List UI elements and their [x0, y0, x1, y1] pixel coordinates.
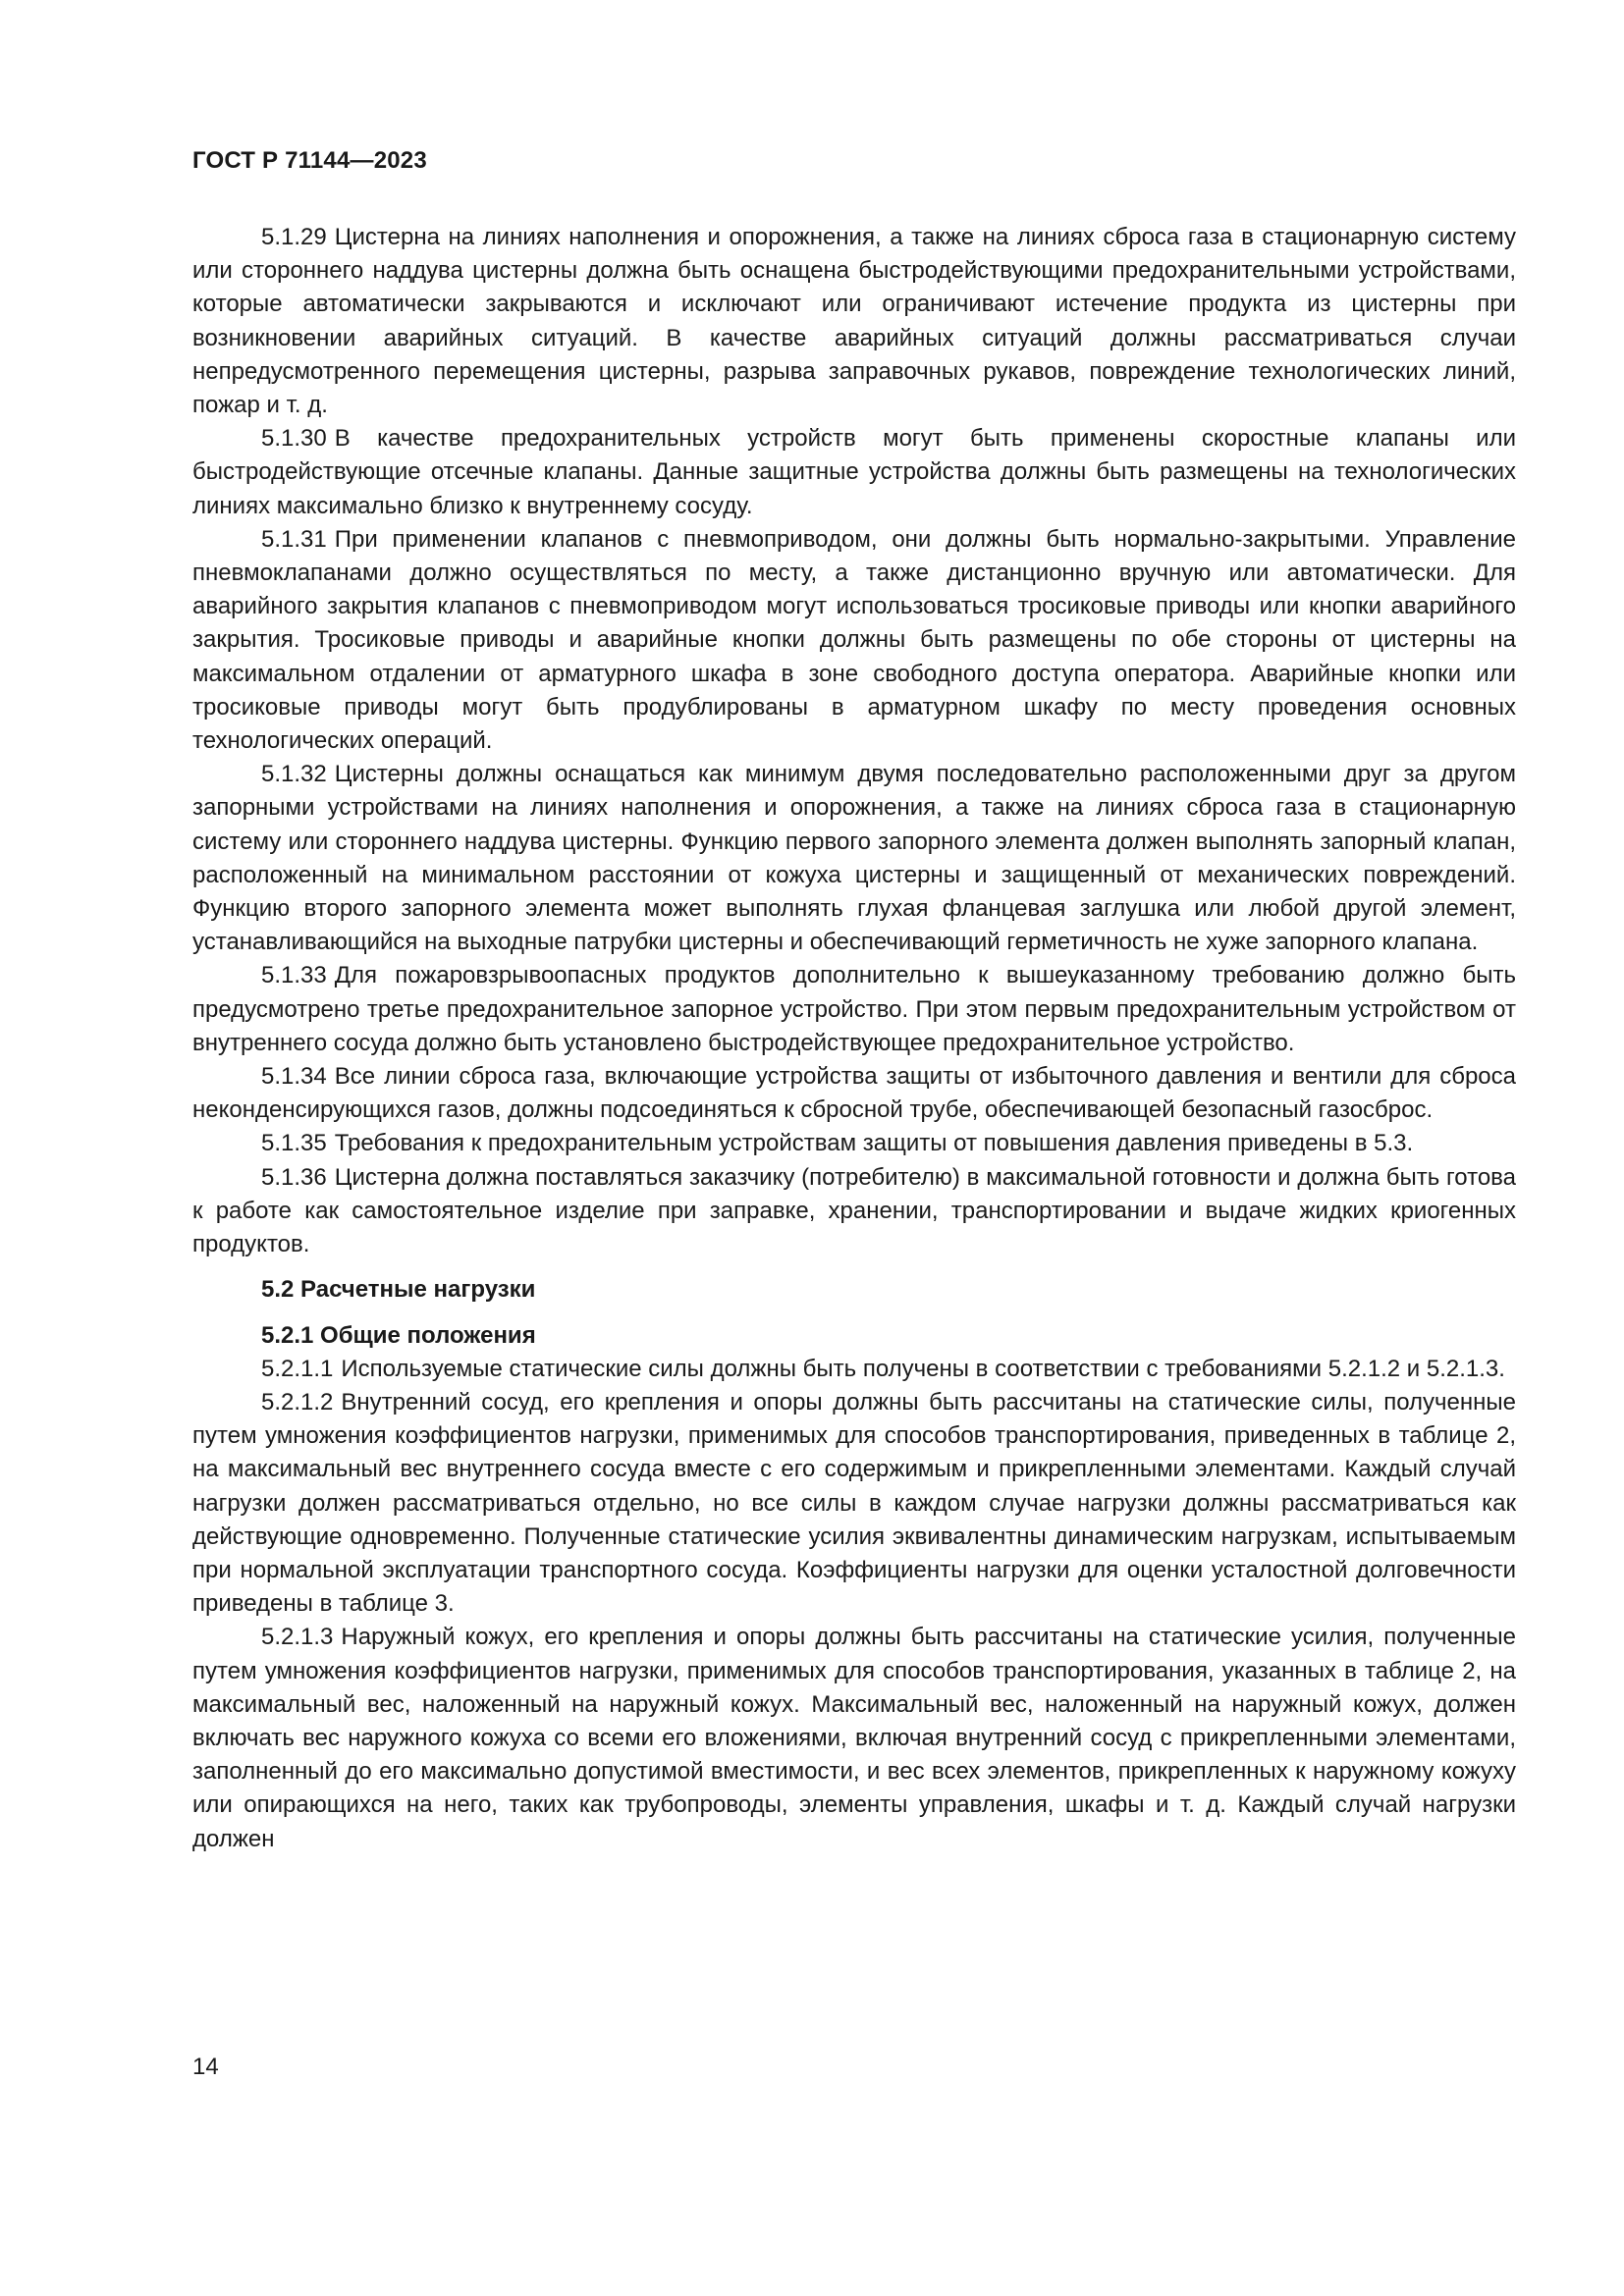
standard-header: ГОСТ Р 71144—2023	[192, 147, 427, 174]
clause-number: 5.1.36	[261, 1163, 327, 1191]
document-body	[192, 221, 1516, 1856]
paragraph-5-2-1-2	[192, 1386, 1516, 1621]
paragraph-5-1-29	[192, 221, 1516, 422]
clause-number: 5.2.1.3	[261, 1624, 334, 1651]
section-heading: 5.2 Расчетные нагрузки	[261, 1276, 536, 1304]
clause-text: Цистерна должна поставляться заказчику (потребителю) в максимальной готовности и должна быть готова к работе как самостоятельное изделие при заправке, хранении, транспортировании и выдаче жидких криогенных продуктов.	[192, 1163, 1516, 1258]
paragraph-5-1-32	[192, 758, 1516, 959]
page-number: 14	[192, 2054, 219, 2080]
clause-number: 5.1.30	[261, 425, 327, 453]
clause-text: Используемые статические силы должны быть получены в соответствии с требованиями 5.2.1.2 и 5.2.1.3.	[341, 1355, 1505, 1382]
clause-text: Внутренний сосуд, его крепления и опоры должны быть рассчитаны на статические силы, полученные путем умножения коэффициентов нагрузки, применимых для способов транспортирования, приведенных в таблице 2, на максимальный вес внутреннего сосуда вместе с его содержимым и прикрепленными элементами. Каждый случай нагрузки должен рассматриваться отдельно, но все силы в каждом случае нагрузки должны рассматриваться как действующие одновременно. Полученные статические усилия эквивалентны динамическим нагрузкам, испытываемым при нормальной эксплуатации транспортного сосуда. Коэффициенты нагрузки для оценки усталостной долговечности приведены в таблице 3.	[192, 1388, 1516, 1618]
clause-number: 5.1.31	[261, 525, 327, 553]
clause-number: 5.2.1.1	[261, 1355, 334, 1382]
clause-text: При применении клапанов с пневмоприводом, они должны быть нормально-закрытыми. Управление пневмоклапанами должно осуществляться по месту, а также дистанционно вручную или автоматически. Для аварийного закрытия клапанов с пневмоприводом могут использоваться тросиковые приводы или кнопки аварийного закрытия. Тросиковые приводы и аварийные кнопки должны быть размещены по обе стороны от цистерны на максимальном отдалении от арматурного шкафа в зоне свободного доступа оператора. Аварийные кнопки или тросиковые приводы могут быть продублированы в арматурном шкафу по месту проведения основных технологических операций.	[192, 525, 1516, 755]
clause-text: Цистерна на линиях наполнения и опорожнения, а также на линиях сброса газа в стационарную систему или стороннего наддува цистерны должна быть оснащена быстродействующими предохранительными устройствами, которые автоматически закрываются и исключают или ограничивают истечение продукта из цистерны при возникновении аварийных ситуаций. В качестве аварийных ситуаций должны рассматриваться случаи непредусмотренного перемещения цистерны, разрыва заправочных рукавов, повреждение технологических линий, пожар и т. д.	[192, 224, 1516, 419]
clause-number: 5.1.29	[261, 224, 327, 250]
paragraph-5-2-1-3	[192, 1621, 1516, 1855]
clause-text: В качестве предохранительных устройств могут быть применены скоростные клапаны или быстродействующие отсечные клапаны. Данные защитные устройства должны быть размещены на технологических линиях максимально близко к внутреннему сосуду.	[192, 425, 1516, 519]
paragraph-5-1-31	[192, 523, 1516, 758]
clause-text: Цистерны должны оснащаться как минимум двумя последовательно расположенными друг за другом запорными устройствами на линиях наполнения и опорожнения, а также на линиях сброса газа в стационарную систему или стороннего наддува цистерны. Функцию первого запорного элемента должен выполнять запорный клапан, расположенный на минимальном расстоянии от кожуха цистерны и защищенный от механических повреждений. Функцию второго запорного элемента может выполнять глухая фланцевая заглушка или любой другой элемент, устанавливающийся на выходные патрубки цистерны и обеспечивающий герметичность не хуже запорного клапана.	[192, 761, 1516, 956]
clause-number: 5.1.34	[261, 1063, 327, 1091]
clause-text: Наружный кожух, его крепления и опоры должны быть рассчитаны на статические усилия, полученные путем умножения коэффициентов нагрузки, применимых для способов транспортирования, указанных в таблице 2, на максимальный вес, наложенный на наружный кожух. Максимальный вес, наложенный на наружный кожух, должен включать вес наружного кожуха со всеми его вложениями, включая внутренний сосуд с прикрепленными элементами, заполненный до его максимально допустимой вместимости, и вес всех элементов, прикрепленных к наружному кожуху или опирающихся на него, таких как трубопроводы, элементы управления, шкафы и т. д. Каждый случай нагрузки должен	[192, 1624, 1516, 1852]
clause-number: 5.2.1.2	[261, 1388, 334, 1415]
paragraph-5-1-33	[192, 959, 1516, 1060]
paragraph-5-1-34	[192, 1060, 1516, 1127]
paragraph-5-1-35	[192, 1127, 1516, 1160]
clause-text: Все линии сброса газа, включающие устройства защиты от избыточного давления и вентили для сброса неконденсирующихся газов, должны подсоединяться к сбросной трубе, обеспечивающей безопасный газосброс.	[192, 1063, 1516, 1124]
clause-number: 5.1.33	[261, 962, 327, 989]
subsection-heading: 5.2.1 Общие положения	[261, 1321, 536, 1349]
clause-text: Для пожаровзрывоопасных продуктов дополнительно к вышеуказанному требованию должно быть предусмотрено третье предохранительное запорное устройство. При этом первым предохранительным устройством от внутреннего сосуда должно быть установлено быстродействующее предохранительное устройство.	[192, 962, 1516, 1056]
clause-number: 5.1.32	[261, 761, 327, 788]
paragraph-5-1-36	[192, 1161, 1516, 1262]
paragraph-5-1-30	[192, 422, 1516, 523]
clause-text: Требования к предохранительным устройствам защиты от повышения давления приведены в 5.3.	[334, 1130, 1414, 1157]
paragraph-5-2-1-1	[192, 1353, 1516, 1386]
clause-number: 5.1.35	[261, 1130, 327, 1157]
